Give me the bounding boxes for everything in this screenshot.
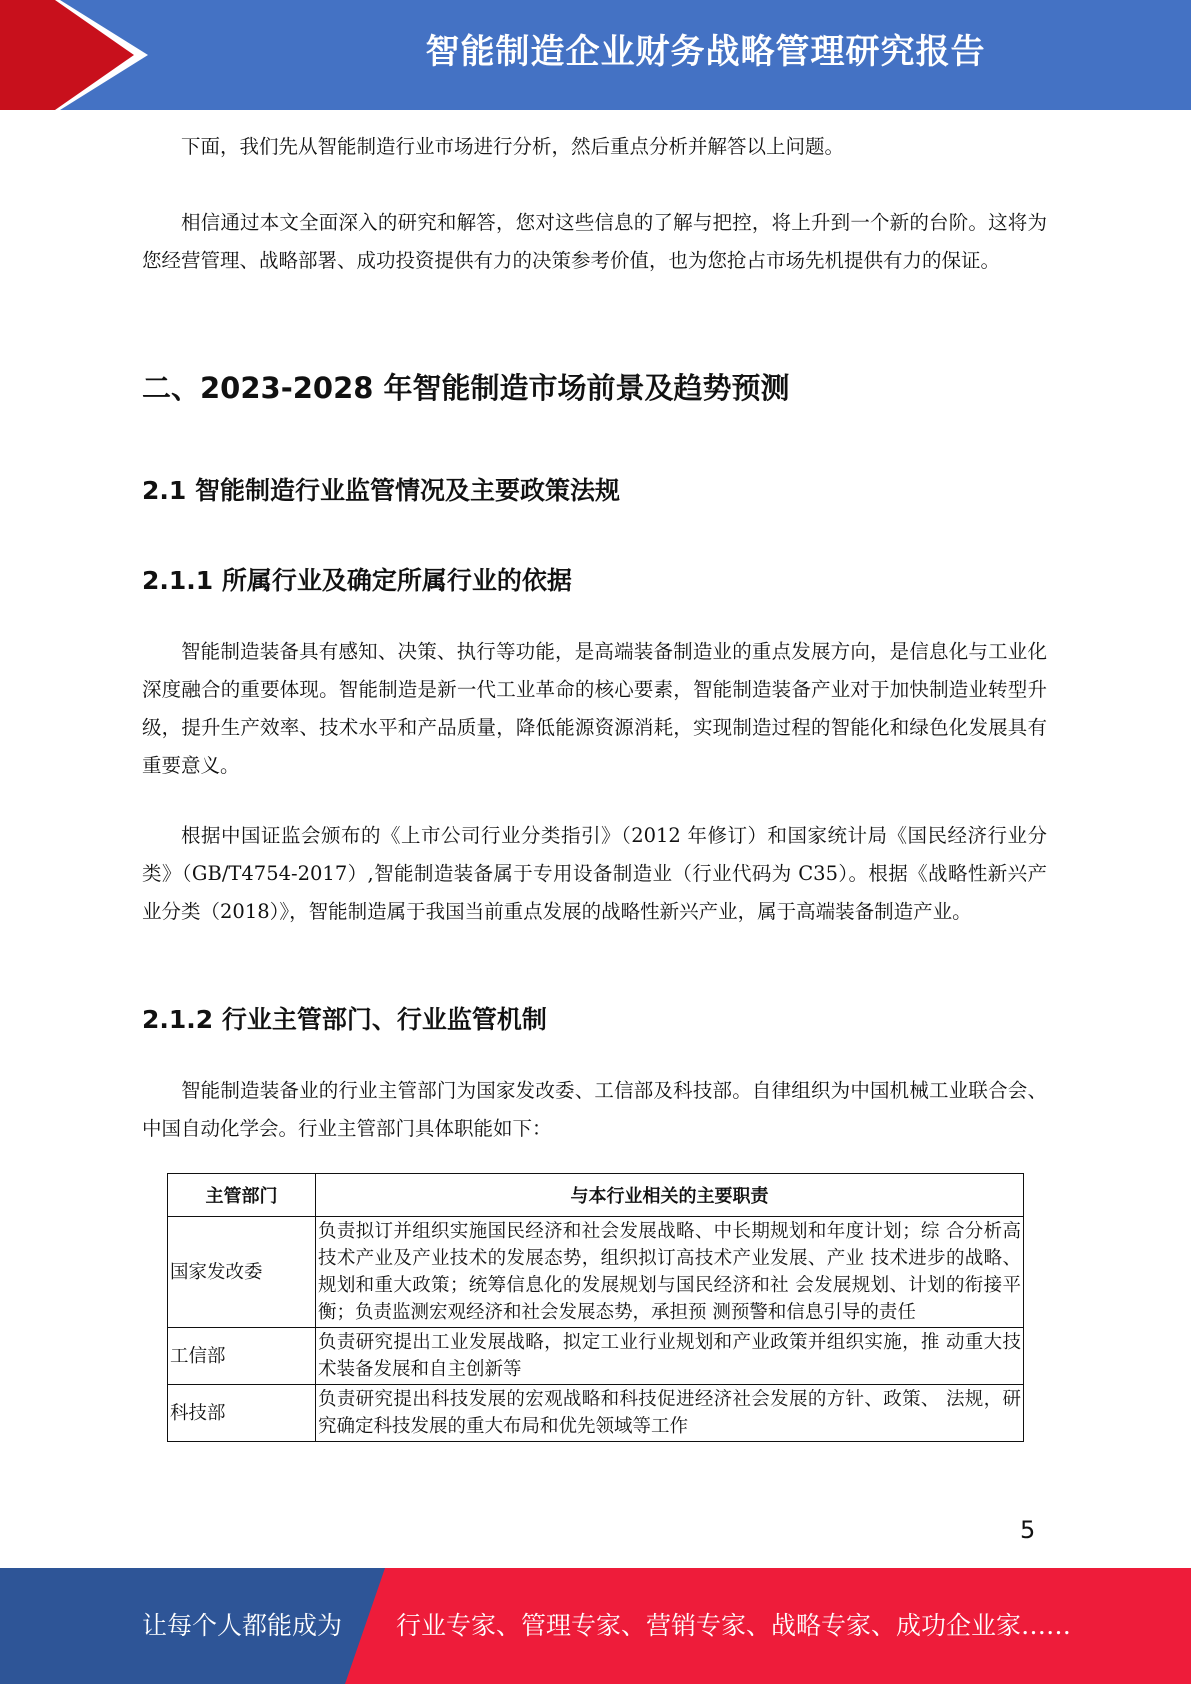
intro-paragraph-2: 相信通过本文全面深入的研究和解答，您对这些信息的了解与把控，将上升到一个新的台阶。这将为您经营管理、战略部署、成功投资提供有力的决策参考价值，也为您抢占市场先机提供有力的保证。: [142, 211, 1047, 272]
page-header: [0, 0, 1191, 110]
table-cell-dept: 科技部: [168, 1385, 316, 1442]
paragraph-2-1-2: 智能制造装备业的行业主管部门为国家发改委、工信部及科技部。自律组织为中国机械工业联合会、中国自动化学会。行业主管部门具体职能如下：: [142, 1079, 1047, 1140]
table-row: [168, 1217, 1024, 1328]
table-row: [168, 1328, 1024, 1385]
table-cell-duty: 负责研究提出工业发展战略，拟定工业行业规划和产业政策并组织实施，推 动重大技术装备发展和自主创新等: [316, 1328, 1024, 1385]
page-number: 5: [1020, 1516, 1036, 1544]
paragraph-2-1-1-a: 智能制造装备具有感知、决策、执行等功能，是高端装备制造业的重点发展方向，是信息化与工业化深度融合的重要体现。智能制造是新一代工业革命的核心要素，智能制造装备产业对于加快制造业转型升级，提升生产效率、技术水平和产品质量，降低能源资源消耗，实现制造过程的智能化和绿色化发展具有重要意义。: [142, 640, 1047, 777]
section-heading-2-1-2: 2.1.2 行业主管部门、行业监管机制: [142, 1005, 547, 1034]
table-row: [168, 1385, 1024, 1442]
table-cell-duty: 负责拟订并组织实施国民经济和社会发展战略、中长期规划和年度计划；综 合分析高技术产业及产业技术的发展态势，组织拟订高技术产业发展、产业 技术进步的战略、规划和重大政策；统筹信息化的发展规划与国民经济和社 会发展规划、计划的衔接平衡；负责监测宏观经济和社会发展态势，承担预 测预警和信息引导的责任: [316, 1217, 1024, 1328]
table-header-row: [168, 1174, 1024, 1217]
table-header-duty: 与本行业相关的主要职责: [316, 1174, 1024, 1217]
header-red-arrow-decoration: [0, 0, 160, 110]
section-heading-2: 二、2023-2028 年智能制造市场前景及趋势预测: [142, 371, 790, 405]
intro-paragraph-1: 下面，我们先从智能制造行业市场进行分析，然后重点分析并解答以上问题。: [181, 135, 845, 158]
section-heading-2-1-1: 2.1.1 所属行业及确定所属行业的依据: [142, 566, 572, 595]
table-cell-duty: 负责研究提出科技发展的宏观战略和科技促进经济社会发展的方针、政策、 法规，研究确定科技发展的重大布局和优先领域等工作: [316, 1385, 1024, 1442]
table-header-dept: 主管部门: [168, 1174, 316, 1217]
footer-slogan-left: 让每个人都能成为: [142, 1611, 343, 1640]
footer-slogan-right: 行业专家、管理专家、营销专家、战略专家、成功企业家……: [396, 1611, 1072, 1640]
department-duties-table: [167, 1173, 1024, 1442]
table-cell-dept: 工信部: [168, 1328, 316, 1385]
report-title: 智能制造企业财务战略管理研究报告: [425, 32, 986, 72]
table-cell-dept: 国家发改委: [168, 1217, 316, 1328]
page-footer: [0, 1568, 1191, 1684]
paragraph-2-1-1-b: 根据中国证监会颁布的《上市公司行业分类指引》（2012 年修订）和国家统计局《国民经济行业分类》（GB/T4754-2017）,智能制造装备属于专用设备制造业（行业代码为 C35）。根据《战略性新兴产业分类（2018）》，智能制造属于我国当前重点发展的战略性新兴产业，属于高端装备制造产业。: [142, 824, 1047, 923]
section-heading-2-1: 2.1 智能制造行业监管情况及主要政策法规: [142, 476, 620, 505]
